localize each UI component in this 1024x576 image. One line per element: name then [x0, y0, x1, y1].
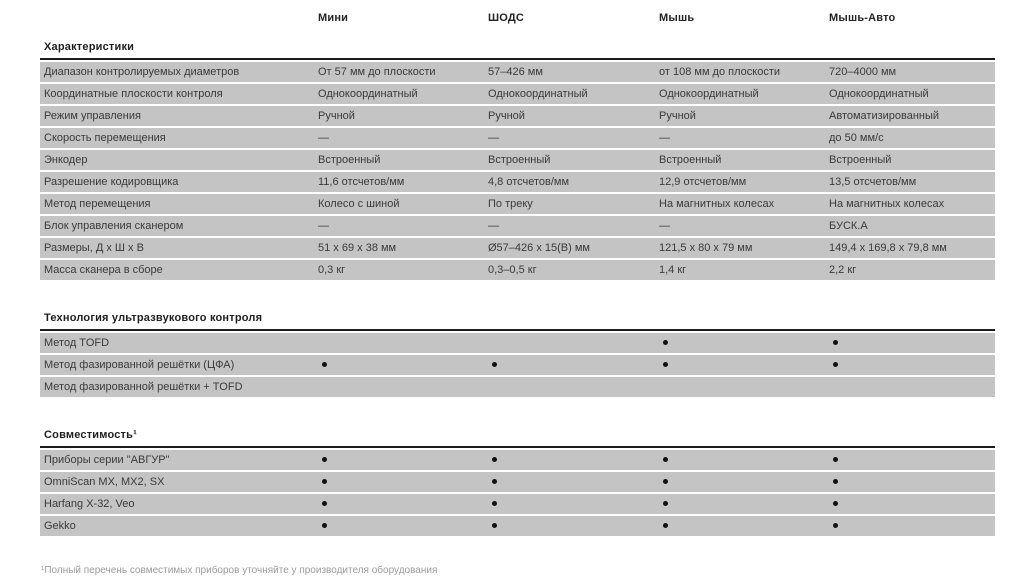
row-value: Ручной	[318, 110, 355, 122]
bullet-dot-icon	[833, 457, 838, 462]
row-value	[318, 377, 488, 397]
row-value: Однокоординатный	[488, 88, 588, 100]
row-value	[318, 516, 488, 536]
table-row	[40, 494, 995, 514]
row-label: Приборы серии "АВГУР"	[44, 454, 170, 466]
row-value: На магнитных колесах	[659, 198, 775, 210]
table-row	[40, 62, 995, 82]
row-label: Координатные плоскости контроля	[44, 88, 223, 100]
row-value	[488, 494, 659, 514]
row-value	[318, 472, 488, 492]
row-value: Встроенный	[659, 154, 722, 166]
row-value: —	[318, 132, 329, 144]
row-label: Масса сканера в сборе	[44, 264, 163, 276]
bullet-dot-icon	[322, 501, 327, 506]
row-value	[488, 355, 659, 375]
bullet-dot-icon	[663, 457, 668, 462]
scanner-spec-comparison-table	[40, 8, 995, 536]
row-value: 0,3–0,5 кг	[488, 264, 537, 276]
row-value	[488, 377, 659, 397]
table-row	[40, 128, 995, 148]
table-row	[40, 472, 995, 492]
column-header-mini: Мини	[318, 12, 349, 24]
bullet-dot-icon	[492, 457, 497, 462]
row-label: Размеры, Д х Ш х В	[44, 242, 144, 254]
row-value: от 108 мм до плоскости	[659, 66, 781, 78]
row-value	[659, 494, 829, 514]
row-value: —	[318, 220, 329, 232]
row-value: —	[659, 132, 670, 144]
bullet-dot-icon	[322, 523, 327, 528]
row-value: 2,2 кг	[829, 264, 857, 276]
section-title: Характеристики	[40, 40, 995, 60]
row-value	[488, 472, 659, 492]
table-row	[40, 106, 995, 126]
table-row	[40, 450, 995, 470]
row-label: Метод перемещения	[44, 198, 151, 210]
row-value	[829, 333, 995, 353]
row-value: БУСК.А	[829, 220, 868, 232]
row-value: От 57 мм до плоскости	[318, 66, 436, 78]
bullet-dot-icon	[833, 362, 838, 367]
row-value: 4,8 отсчетов/мм	[488, 176, 570, 188]
row-value: 51 х 69 х 38 мм	[318, 242, 397, 254]
table-row	[40, 194, 995, 214]
row-label: Метод фазированной решётки (ЦФА)	[44, 359, 235, 371]
bullet-dot-icon	[663, 523, 668, 528]
row-value: 1,4 кг	[659, 264, 687, 276]
row-value: Встроенный	[488, 154, 551, 166]
table-row	[40, 84, 995, 104]
column-header-mysh-avto: Мышь-Авто	[829, 12, 896, 24]
row-value	[488, 333, 659, 353]
row-value: Ручной	[659, 110, 696, 122]
row-value: —	[488, 220, 499, 232]
row-value	[318, 450, 488, 470]
row-label: Блок управления сканером	[44, 220, 184, 232]
row-value	[659, 377, 829, 397]
row-value	[829, 472, 995, 492]
bullet-dot-icon	[833, 523, 838, 528]
column-header-shods: ШОДС	[488, 12, 525, 24]
row-value: 121,5 х 80 х 79 мм	[659, 242, 753, 254]
footnote: ¹Полный перечень совместимых приборов уточняйте у производителя оборудования	[41, 565, 438, 576]
row-value	[318, 494, 488, 514]
bullet-dot-icon	[663, 362, 668, 367]
row-value: 57–426 мм	[488, 66, 543, 78]
bullet-dot-icon	[663, 340, 668, 345]
row-value: Колесо с шиной	[318, 198, 400, 210]
row-value: —	[659, 220, 670, 232]
bullet-dot-icon	[322, 479, 327, 484]
row-value: 149,4 х 169,8 х 79,8 мм	[829, 242, 947, 254]
row-label: Разрешение кодировщика	[44, 176, 179, 188]
row-value	[488, 450, 659, 470]
row-value	[659, 333, 829, 353]
section-title: Технология ультразвукового контроля	[40, 311, 995, 331]
bullet-dot-icon	[833, 479, 838, 484]
row-value	[829, 355, 995, 375]
row-label: Метод фазированной решётки + TOFD	[44, 381, 243, 393]
row-label: Метод TOFD	[44, 337, 110, 349]
row-value: По треку	[488, 198, 533, 210]
bullet-dot-icon	[833, 501, 838, 506]
table-row	[40, 172, 995, 192]
row-label: Энкодер	[44, 154, 88, 166]
row-value: 13,5 отсчетов/мм	[829, 176, 917, 188]
row-value: Автоматизированный	[829, 110, 940, 122]
row-label: Gekko	[44, 520, 76, 532]
row-value: Однокоординатный	[659, 88, 759, 100]
row-value: до 50 мм/с	[829, 132, 884, 144]
row-label: Диапазон контролируемых диаметров	[44, 66, 240, 78]
column-header-mysh: Мышь	[659, 12, 695, 24]
bullet-dot-icon	[492, 362, 497, 367]
column-header-row	[40, 8, 995, 28]
row-value	[659, 516, 829, 536]
row-value: 0,3 кг	[318, 264, 346, 276]
row-value: Однокоординатный	[318, 88, 418, 100]
row-value	[829, 494, 995, 514]
table-row	[40, 377, 995, 397]
bullet-dot-icon	[492, 523, 497, 528]
row-value	[318, 355, 488, 375]
row-value: —	[488, 132, 499, 144]
row-value: 720–4000 мм	[829, 66, 897, 78]
bullet-dot-icon	[492, 501, 497, 506]
row-value: Однокоординатный	[829, 88, 929, 100]
table-row	[40, 150, 995, 170]
row-label: Скорость перемещения	[44, 132, 166, 144]
row-value	[659, 472, 829, 492]
table-row	[40, 260, 995, 280]
row-value	[488, 516, 659, 536]
row-value: На магнитных колесах	[829, 198, 945, 210]
section-title: Совместимость¹	[40, 428, 995, 448]
table-row	[40, 516, 995, 536]
row-value: Встроенный	[318, 154, 381, 166]
bullet-dot-icon	[322, 362, 327, 367]
bullet-dot-icon	[322, 457, 327, 462]
row-value: 11,6 отсчетов/мм	[318, 176, 405, 188]
row-value	[829, 516, 995, 536]
table-row	[40, 355, 995, 375]
row-value: Ручной	[488, 110, 525, 122]
row-label: Режим управления	[44, 110, 141, 122]
bullet-dot-icon	[833, 340, 838, 345]
table-row	[40, 216, 995, 236]
table-sections	[40, 40, 995, 536]
column-header-empty	[40, 8, 318, 28]
table-row	[40, 238, 995, 258]
row-value: Встроенный	[829, 154, 892, 166]
bullet-dot-icon	[663, 479, 668, 484]
row-value	[659, 450, 829, 470]
row-value	[829, 377, 995, 397]
row-label: Harfang X-32, Veo	[44, 498, 135, 510]
bullet-dot-icon	[663, 501, 668, 506]
row-value: Ø57–426 х 15(В) мм	[488, 242, 590, 254]
row-value	[659, 355, 829, 375]
row-value	[318, 333, 488, 353]
bullet-dot-icon	[492, 479, 497, 484]
row-value: 12,9 отсчетов/мм	[659, 176, 747, 188]
table-row	[40, 333, 995, 353]
row-value	[829, 450, 995, 470]
row-label: OmniScan MX, MX2, SX	[44, 476, 165, 488]
